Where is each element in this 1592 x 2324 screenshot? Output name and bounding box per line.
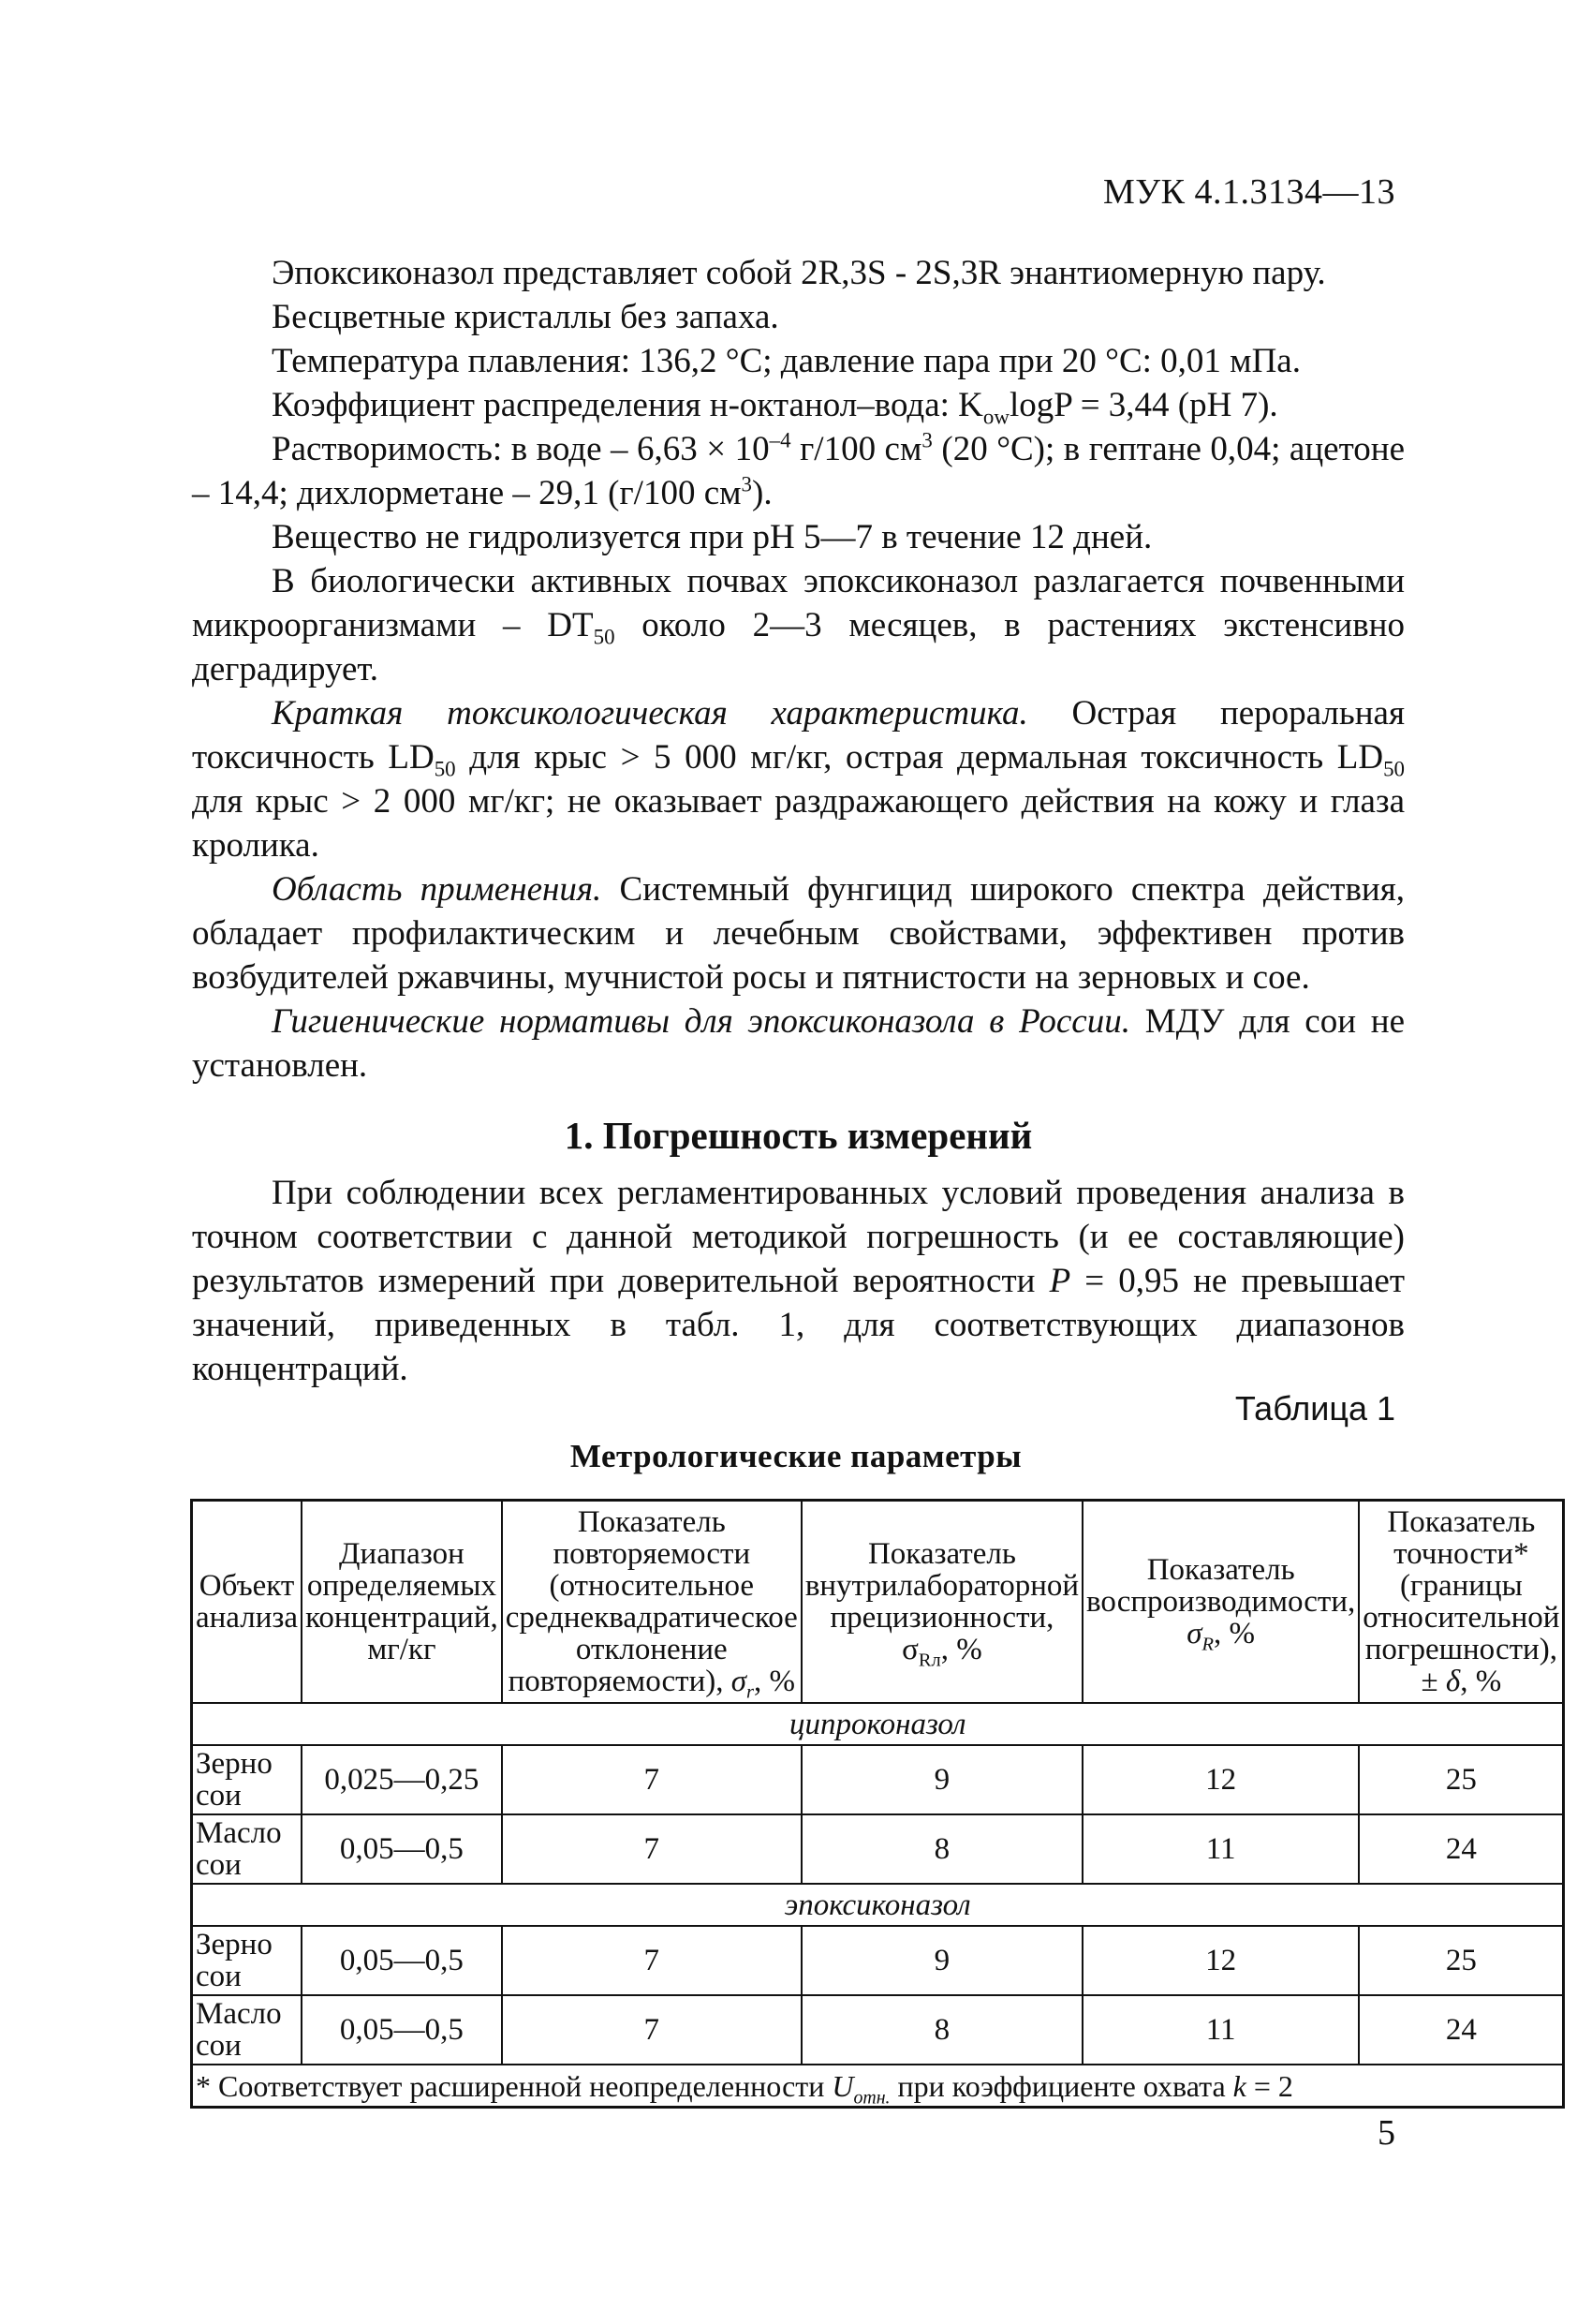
table-number: Таблица 1 — [1234, 1389, 1395, 1428]
paragraph-partition-coefficient: Коэффициент распределения н-октанол–вода: $K_{ow}\log P = 3,44$ (pH 7). — [272, 386, 1278, 429]
cell-repeatability: 7 — [502, 1814, 802, 1884]
group-row — [192, 1884, 1564, 1926]
cell-intralab: 9 — [802, 1745, 1083, 1814]
header-range: Диапазон определяемых концентраций, мг/кг — [302, 1501, 502, 1704]
table-row — [192, 1995, 1564, 2065]
table-row — [192, 1926, 1564, 1995]
cell-accuracy: 25 — [1359, 1745, 1564, 1814]
paragraph-isomers: Эпоксиконазол представляет собой 2R,3S - 2S,3R энантиомерную пару. — [272, 254, 1326, 292]
cell-object: Зерно сои — [192, 1926, 302, 1995]
paragraph-toxicology: Краткая токсикологическая характеристика. Острая пероральная токсичность $LD_{50}$ для крыс > 5 000 мг/кг, острая дермальная токсичность $LD_{50}$ для крыс > 2 000 мг/кг; не оказывает раздражающего действия на кожу и глаза кролика. — [192, 694, 1405, 865]
group-name: эпоксиконазол — [192, 1884, 1564, 1926]
metrology-table — [190, 1499, 1565, 2109]
table-title: Метрологические параметры — [569, 1438, 1023, 1474]
cell-reproducibility: 11 — [1083, 1814, 1359, 1884]
cell-object: Масло сои — [192, 1995, 302, 2065]
document-code: МУК 4.1.3134—13 — [1102, 172, 1395, 212]
header-repeatability: Показатель повторяемости (относительное среднеквадратическое отклонение повторяемости), $\sigma_r$, % — [502, 1501, 802, 1704]
paragraph-measurement-error: При соблюдении всех регламентированных условий проведения анализа в точном соответствии с данной методикой погрешность (и ее составляющие) результатов измерений при доверительной вероятности P = 0,95 не превышает значений, приведенных в табл. 1, для соответствующих диапазонов концентраций. — [192, 1174, 1405, 1388]
paragraph-hydrolysis: Вещество не гидролизуется при pH 5—7 в течение 12 дней. — [272, 518, 1153, 556]
cell-repeatability: 7 — [502, 1995, 802, 2065]
header-accuracy: Показатель точности* (границы относительной погрешности), ± δ, % — [1359, 1501, 1564, 1704]
cell-object: Масло сои — [192, 1814, 302, 1884]
group-row — [192, 1703, 1564, 1745]
section-title: 1. Погрешность измерений — [564, 1114, 1033, 1157]
group-name: ципроконазол — [192, 1703, 1564, 1745]
cell-intralab: 8 — [802, 1995, 1083, 2065]
table-footnote-row — [192, 2065, 1564, 2108]
paragraph-hygiene-standards: Гигиенические нормативы для эпоксиконазола в России. МДУ для сои не установлен. — [192, 1002, 1405, 1085]
table-row — [192, 1745, 1564, 1814]
table-header-row — [192, 1501, 1564, 1704]
cell-intralab: 9 — [802, 1926, 1083, 1995]
cell-range: 0,025—0,25 — [302, 1745, 502, 1814]
cell-repeatability: 7 — [502, 1926, 802, 1995]
cell-range: 0,05—0,5 — [302, 1926, 502, 1995]
cell-range: 0,05—0,5 — [302, 1995, 502, 2065]
paragraph-application: Область применения. Системный фунгицид широкого спектра действия, обладает профилактическим и лечебным свойствами, эффективен против возбудителей ржавчины, мучнистой росы и пятнистости на зерновых и сое. — [192, 870, 1405, 997]
cell-accuracy: 24 — [1359, 1995, 1564, 2065]
paragraph-degradation: В биологически активных почвах эпоксиконазол разлагается почвенными микроорганизмами – $DT_{50}$ около 2—3 месяцев, в растениях экстенсивно деградирует. — [192, 562, 1405, 688]
paragraph-appearance: Бесцветные кристаллы без запаха. — [272, 298, 779, 336]
cell-repeatability: 7 — [502, 1745, 802, 1814]
cell-range: 0,05—0,5 — [302, 1814, 502, 1884]
cell-reproducibility: 12 — [1083, 1745, 1359, 1814]
page-number: 5 — [1378, 2113, 1395, 2153]
header-object: Объект анализа — [192, 1501, 302, 1704]
cell-accuracy: 25 — [1359, 1926, 1564, 1995]
body-text — [192, 251, 1405, 1391]
cell-accuracy: 24 — [1359, 1814, 1564, 1884]
cell-intralab: 8 — [802, 1814, 1083, 1884]
header-reproducibility: Показатель воспроизводимости, $\sigma_R$, % — [1083, 1501, 1359, 1704]
cell-reproducibility: 12 — [1083, 1926, 1359, 1995]
paragraph-melting-point: Температура плавления: 136,2 °С; давление пара при 20 °С: 0,01 мПа. — [272, 342, 1301, 380]
table-row — [192, 1814, 1564, 1884]
cell-reproducibility: 11 — [1083, 1995, 1359, 2065]
paragraph-solubility: Растворимость: в воде – $6,63 \times 10^{-4}$ г/100 $см^3$ (20 °С); в гептане 0,04; ацетоне – 14,4; дихлорметане – 29,1 (г/100 $см^3$). — [192, 428, 1405, 512]
header-intralab-precision: Показатель внутрилабораторной прецизионности, $\sigma_{Rл}$, % — [802, 1501, 1083, 1704]
table-footnote: * Соответствует расширенной неопределенности $U_{отн.}$ при коэффициенте охвата k = 2 — [192, 2065, 1564, 2108]
cell-object: Зерно сои — [192, 1745, 302, 1814]
